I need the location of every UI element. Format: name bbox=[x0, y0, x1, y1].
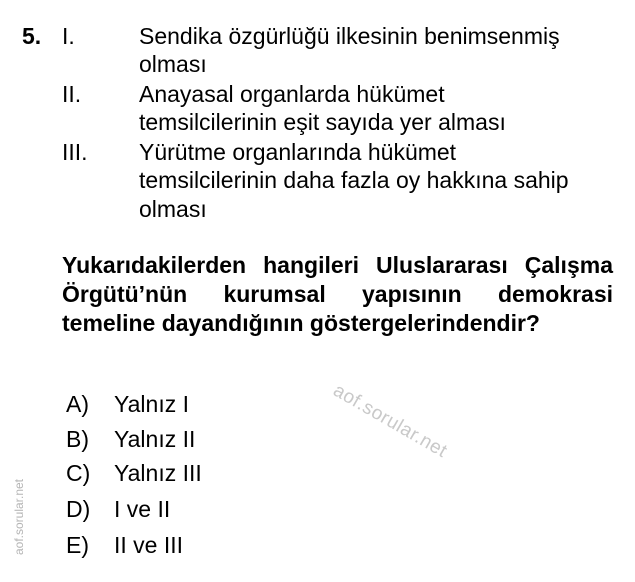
statement-3-line-1: Yürütme organlarında hükümet bbox=[139, 139, 457, 165]
option-e-text: II ve III bbox=[114, 532, 184, 558]
watermark-diagonal: aof.sorular.net bbox=[329, 380, 451, 463]
option-b[interactable] bbox=[66, 425, 195, 453]
watermark-side: aof.sorular.net bbox=[12, 478, 26, 556]
option-a-letter: A) bbox=[66, 391, 89, 417]
question-stem: Yukarıdakilerden hangileri Uluslararası Çalışma Örgütü’nün kurumsal yapısının demokrasi temeline dayandığının göstergelerindendir? bbox=[62, 252, 613, 336]
option-d-text: I ve II bbox=[114, 496, 171, 522]
option-a[interactable] bbox=[66, 390, 189, 418]
option-b-letter: B) bbox=[66, 426, 89, 452]
statement-2-numeral: II. bbox=[62, 81, 82, 107]
option-e[interactable] bbox=[66, 531, 183, 559]
statement-3-line-3: olması bbox=[139, 196, 207, 222]
option-a-text: Yalnız I bbox=[114, 391, 189, 417]
statement-1-line-2: olması bbox=[139, 51, 207, 77]
statement-1-line-1: Sendika özgürlüğü ilkesinin benimsenmiş bbox=[139, 23, 560, 49]
option-c-letter: C) bbox=[66, 460, 91, 486]
statement-3-numeral: III. bbox=[62, 139, 88, 165]
statement-2-line-1: Anayasal organlarda hükümet bbox=[139, 81, 445, 107]
option-e-letter: E) bbox=[66, 532, 89, 558]
option-c-text: Yalnız III bbox=[114, 460, 202, 486]
option-b-text: Yalnız II bbox=[114, 426, 196, 452]
option-d-letter: D) bbox=[66, 496, 91, 522]
option-c[interactable] bbox=[66, 459, 202, 487]
statement-2-line-2: temsilcilerinin eşit sayıda yer alması bbox=[139, 109, 506, 135]
question-number: 5. bbox=[22, 23, 42, 49]
statement-3-line-2: temsilcilerinin daha fazla oy hakkına sahip bbox=[139, 167, 569, 193]
statement-1-numeral: I. bbox=[62, 23, 75, 49]
option-d[interactable] bbox=[66, 495, 170, 523]
